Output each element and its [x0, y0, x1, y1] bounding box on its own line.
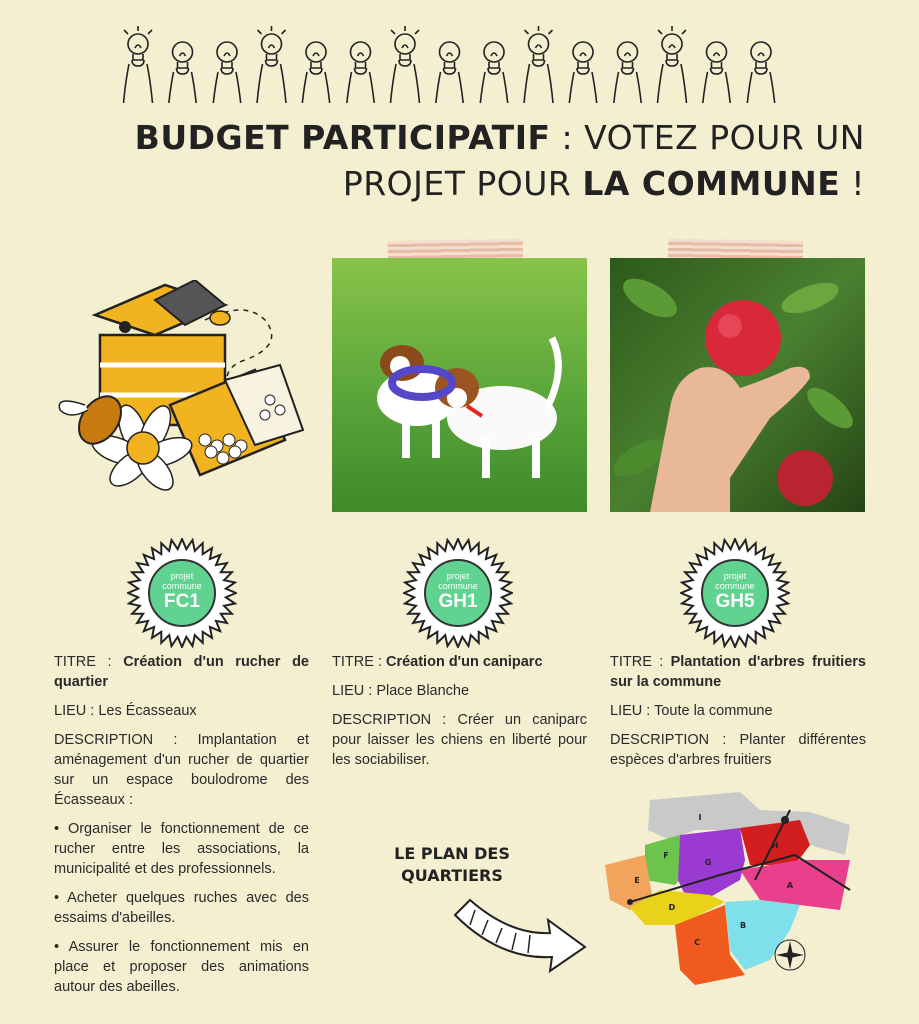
dogs-photo: [332, 258, 587, 512]
badge-code: FC1: [164, 591, 200, 612]
project-description: Implantation et aménagement d'un rucher de quartier sur un espace boulodrome des Écasseaux :: [54, 732, 309, 808]
title-part-1: : VOTEZ POUR UN: [550, 118, 865, 157]
project-description: Créer un caniparc pour laisser les chiens en liberté pour les sociabiliser.: [332, 712, 587, 768]
badge-code: GH1: [438, 591, 478, 612]
title-bold-1: BUDGET PARTICIPATIF: [134, 118, 551, 157]
page-title: [100, 115, 865, 207]
district-map: [600, 790, 865, 990]
bullet-item: Acheter quelques ruches avec des essaims d'abeilles.: [54, 890, 309, 926]
badge-label: commune: [715, 581, 755, 591]
district-label: D: [668, 903, 676, 912]
project-badge-fc1: [127, 538, 237, 648]
project-badge-gh5: [680, 538, 790, 648]
project-location: Place Blanche: [376, 683, 470, 699]
field-label: DESCRIPTION: [54, 732, 154, 748]
project-location: Toute la commune: [654, 703, 773, 719]
field-label: LIEU: [610, 703, 643, 719]
field-label: LIEU: [332, 683, 365, 699]
project-column-gh1: TITRE : Création d'un caniparc LIEU : Place Blanche DESCRIPTION : Créer un caniparc pour laisser les chiens en liberté pour les sociabiliser.: [332, 654, 587, 768]
badge-circle: [148, 559, 216, 627]
title-bold-2: LA COMMUNE: [582, 164, 841, 203]
beehive-illustration: [55, 280, 310, 495]
bullet-item: Assurer le fonctionnement mis en place et proposer des animations autour des abeilles.: [54, 939, 309, 995]
plan-label: [372, 843, 532, 887]
badge-code: GH5: [715, 591, 755, 612]
district-label: C: [694, 938, 700, 947]
project-title: Création d'un caniparc: [385, 654, 543, 670]
district-label: A: [786, 881, 794, 890]
apple-photo: [610, 258, 865, 512]
project-badge-gh1: [403, 538, 513, 648]
field-label: DESCRIPTION: [332, 712, 432, 728]
field-label: TITRE: [54, 654, 96, 670]
badge-circle: [701, 559, 769, 627]
lightbulb-hands-illustration: [120, 18, 790, 103]
bullet-item: Organiser le fonctionnement de ce rucher entre les associations, la municipalité et des professionnels.: [54, 821, 309, 877]
badge-label: projet: [723, 571, 747, 581]
field-label: TITRE: [610, 654, 652, 670]
title-part-2: PROJET POUR: [342, 164, 583, 203]
project-description: Planter différentes espèces d'arbres fruitiers: [610, 732, 866, 768]
badge-label: commune: [438, 581, 478, 591]
district-label: E: [634, 876, 640, 885]
project-title: Plantation d'arbres fruitiers sur la commune: [610, 654, 866, 690]
badge-label: commune: [162, 581, 202, 591]
project-column-gh5: TITRE : Plantation d'arbres fruitiers sur la commune LIEU : Toute la commune DESCRIPTION : Planter différentes espèces d'arbres fruitiers: [610, 654, 866, 768]
district-label: G: [704, 858, 712, 867]
badge-label: projet: [446, 571, 470, 581]
district-label: F: [663, 851, 669, 860]
district-label: H: [771, 841, 779, 850]
field-label: TITRE: [332, 654, 374, 670]
compass-icon: [775, 940, 805, 970]
plan-label-line: LE PLAN DES: [394, 844, 510, 863]
badge-label: projet: [170, 571, 194, 581]
field-label: LIEU: [54, 703, 87, 719]
project-location: Les Écasseaux: [98, 703, 197, 719]
title-end: !: [840, 164, 865, 203]
project-column-fc1: TITRE : Création d'un rucher de quartier LIEU : Les Écasseaux DESCRIPTION : Implantation et aménagement d'un rucher de quartier sur un espace boulodrome des Écasseaux : • Organiser le fonctionnement de ce rucher entre les associations, la municipalité et des professionnels. • Acheter quelques ruches avec des essaims d'abeilles. • Assurer le fonctionnement mis en place et proposer des animations autour des abeilles.: [54, 654, 309, 995]
arrow-right-icon: [450, 895, 590, 975]
badge-circle: [424, 559, 492, 627]
plan-label-line: QUARTIERS: [401, 866, 503, 885]
district-label: B: [739, 921, 747, 930]
district-label: I: [698, 813, 702, 822]
field-label: DESCRIPTION: [610, 732, 710, 748]
project-title: Création d'un rucher de quartier: [54, 654, 309, 690]
